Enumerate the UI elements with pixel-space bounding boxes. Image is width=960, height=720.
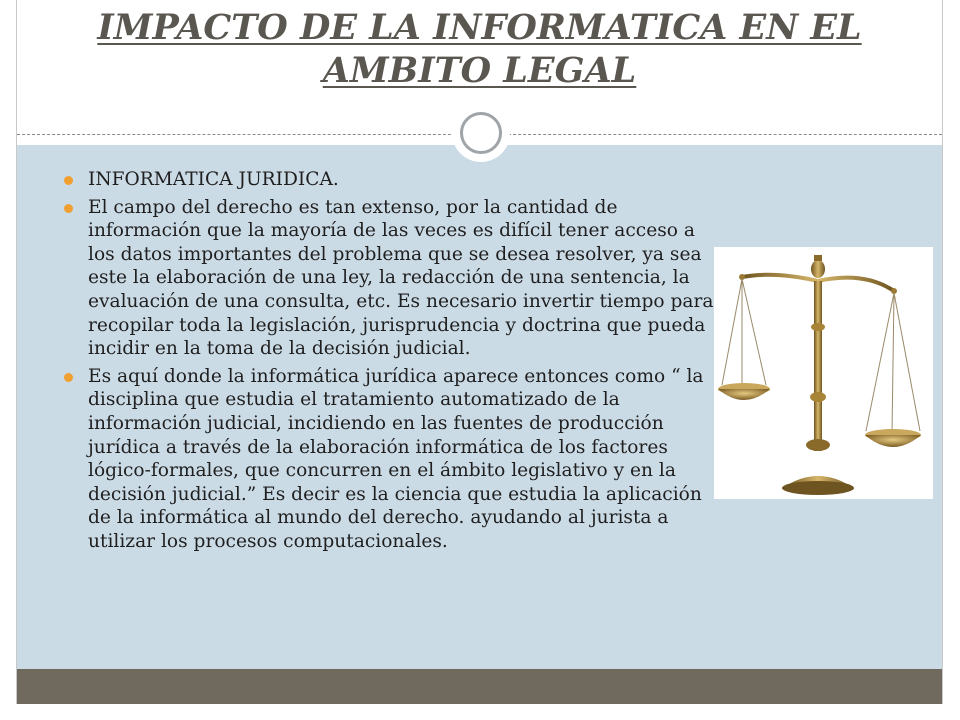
circle-ornament-icon	[452, 104, 510, 162]
slide-title: IMPACTO DE LA INFORMATICA EN EL AMBITO LEGAL	[97, 7, 862, 91]
list-item	[63, 196, 715, 361]
bullet-icon	[64, 204, 73, 213]
list-item	[63, 365, 715, 554]
scales-of-justice-icon	[714, 247, 933, 499]
list-item	[63, 168, 715, 192]
bottom-bar	[17, 669, 942, 704]
bullet-text: INFORMATICA JURIDICA.	[88, 169, 339, 190]
bullet-icon	[64, 176, 73, 185]
bullet-list	[63, 168, 715, 558]
bullet-text: Es aquí donde la informática jurídica aparece entonces como “ la disciplina que estudia el tratamiento automatizado de la información judicial, incidiendo en las fuentes de producción jurídica a través de la elaboración informática de los factores lógico-formales, que concurren en el ámbito legislativo y en la decisión judicial.” Es decir es la ciencia que estudia la aplicación de la informática al mundo del derecho. ayudando al jurista a utilizar los procesos computacionales.	[88, 365, 704, 552]
bullet-icon	[64, 373, 73, 382]
bullet-text: El campo del derecho es tan extenso, por la cantidad de información que la mayoría de las veces es difícil tener acceso a los datos importantes del problema que se desea resolver, ya sea este la elaboración de una ley, la redacción de una sentencia, la evaluación de una consulta, etc. Es necesario invertir tiempo para recopilar toda la legislación, jurisprudencia y doctrina que pueda incidir en la toma de la decisión judicial.	[88, 196, 714, 360]
